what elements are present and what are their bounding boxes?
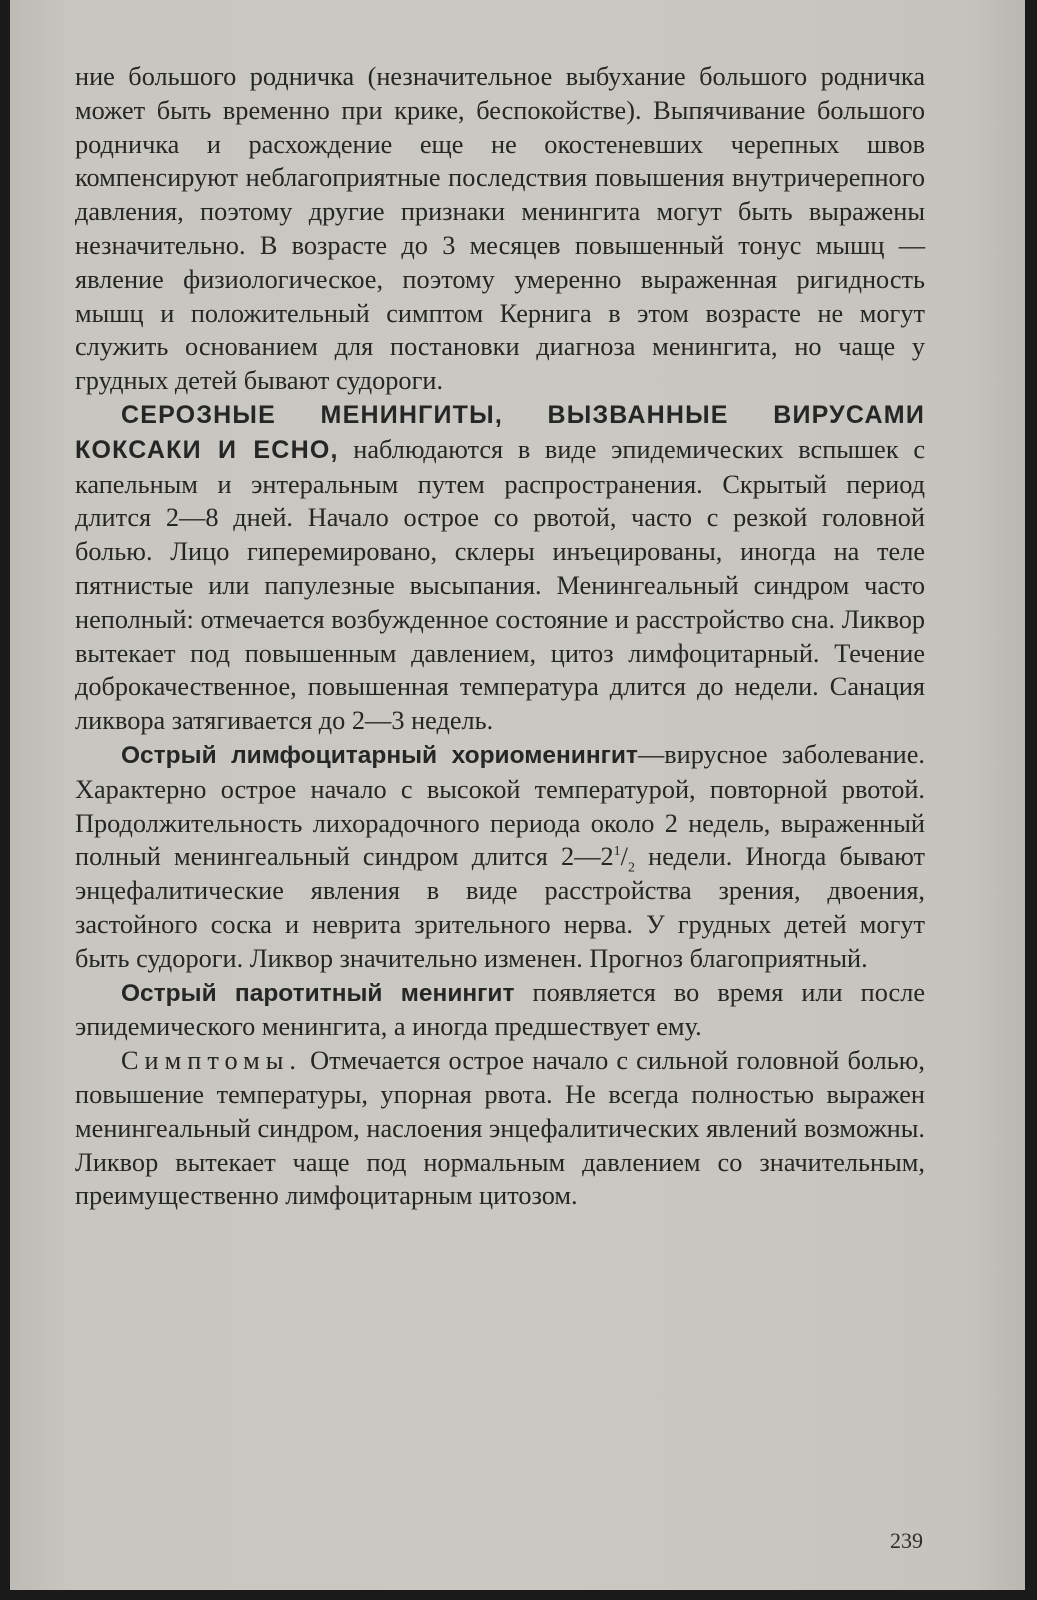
paragraph-symptoms: Симптомы. Отмечается острое начало с сильной головной болью, повышение температуры, упорная рвота. Не всегда полностью выражен менингеальный синдром, наслоения энцефалитических явлений возможны. Ликвор вытекает чаще под нормальным давлением со значительным, преимущественно лимфоцитарным цитозом. — [75, 1046, 925, 1211]
paragraph-continuation: ние большого родничка (незначительное выбухание большого родничка может быть временно при крике, беспокойстве). Выпячивание большого родничка и расхождение еще не окостеневших черепных швов компенсируют неблагоприятные последствия повышения внутричерепного давления, поэтому другие признаки менингита могут быть выражены незначительно. В возрасте до 3 месяцев повышенный тонус мышц — явление физиологическое, поэтому умеренно выраженная ригидность мышц и положительный симптом Кернига в этом возрасте не могут служить основанием для постановки диагноза менингита, но чаще у грудных детей бывают судороги. — [75, 62, 925, 396]
term-heading: Острый паротитный менингит — [121, 979, 515, 1007]
paragraph-lymphocytic-choriomeningitis: Острый лимфоцитарный хориоменингит—вирусное заболевание. Характерно острое начало с высокой температурой, повторной рвотой. Продолжительность лихорадочного периода около 2 недель, выраженный полный менингеальный синдром длится $2—2^1/_2$ недели. Иногда бывают энцефалитические явления в виде расстройства зрения, двоения, застойного соска и неврита зрительного нерва. У грудных детей могут быть судороги. Ликвор значительно изменен. Прогноз благоприятный. — [75, 739, 925, 973]
fraction: $^1/_2$ — [613, 842, 635, 876]
paragraph-parotid-meningitis: Острый паротитный менингит появляется во время или после эпидемического менингита, а иногда предшествует ему. — [75, 977, 925, 1042]
symptoms-label: Симптомы. — [121, 1046, 303, 1076]
section-heading: СЕРОЗНЫЕ МЕНИНГИТЫ, ВЫЗВАННЫЕ ВИРУСАМИ КОКСАКИ И ЕСНО, — [75, 400, 925, 464]
book-page — [10, 0, 1025, 1590]
page-number: 239 — [890, 1528, 923, 1553]
page-body-text — [75, 60, 925, 1213]
term-heading: Острый лимфоцитарный хориоменингит — [121, 741, 638, 769]
paragraph-serous-meningitis: СЕРОЗНЫЕ МЕНИНГИТЫ, ВЫЗВАННЫЕ ВИРУСАМИ КОКСАКИ И ЕСНО, наблюдаются в виде эпидемических вспышек с капельным и энтеральным путем распространения. Скрытый период длится 2—8 дней. Начало острое со рвотой, часто с резкой головной болью. Лицо гиперемировано, склеры инъецированы, иногда на теле пятнистые или папулезные высыпания. Менингеальный синдром часто неполный: отмечается возбужденное состояние и расстройство сна. Ликвор вытекает под повышенным давлением, цитоз лимфоцитарный. Течение доброкачественное, повышенная температура длится до недели. Санация ликвора затягивается до 2—3 недель. — [75, 400, 925, 736]
